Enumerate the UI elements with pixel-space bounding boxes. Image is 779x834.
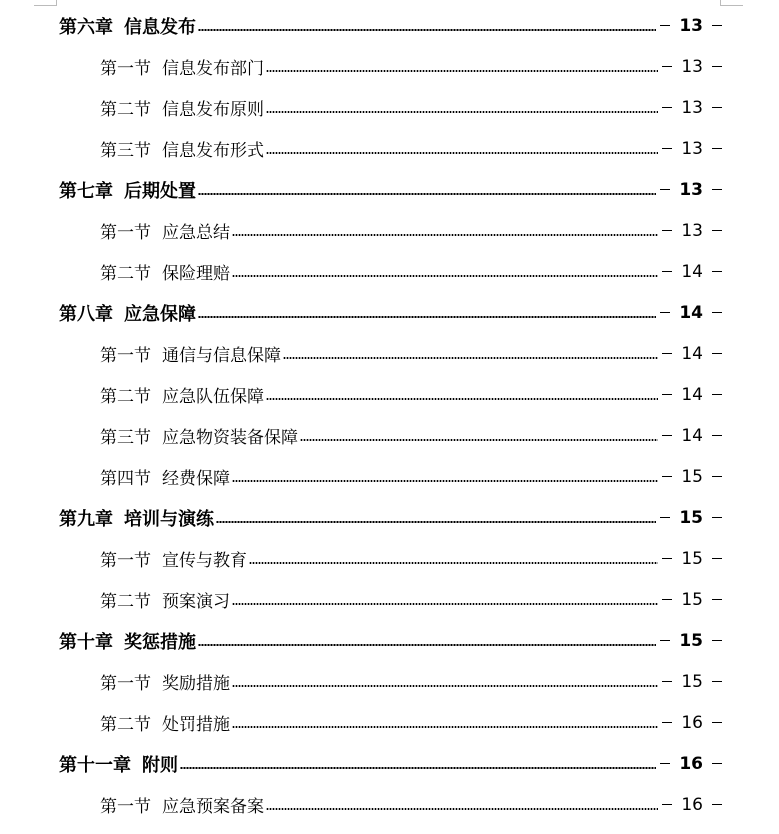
toc-page-number — [662, 713, 722, 733]
page-number-dash — [662, 558, 672, 559]
page-number-dash — [712, 558, 722, 559]
page-number-value: 13 — [681, 220, 703, 241]
page-number-value: 16 — [679, 753, 703, 774]
page-number-value: 16 — [681, 712, 703, 733]
page-number-dash — [712, 435, 722, 436]
page-number-dash — [662, 435, 672, 436]
toc-page-number — [662, 426, 722, 446]
page-number-dash — [660, 25, 670, 26]
toc-entry[interactable] — [0, 210, 779, 251]
dot-leader — [232, 603, 658, 605]
table-of-contents — [0, 5, 779, 825]
page-number-dash — [662, 148, 672, 149]
toc-entry[interactable] — [0, 128, 779, 169]
page-number-dash — [660, 312, 670, 313]
toc-entry-title: 奖惩措施 — [124, 631, 196, 653]
toc-entry-title: 信息发布部门 — [162, 59, 264, 79]
dot-leader — [266, 111, 658, 113]
toc-page-number — [660, 508, 722, 528]
toc-entry-number: 第七章 — [59, 180, 113, 202]
page-number-value: 15 — [681, 466, 703, 487]
page-number-dash — [712, 640, 722, 641]
page-number-value: 14 — [681, 384, 703, 405]
toc-entry[interactable] — [0, 415, 779, 456]
page-number-dash — [662, 394, 672, 395]
toc-page-number — [662, 57, 722, 77]
toc-entry-number: 第一节 — [100, 223, 151, 243]
toc-entry-number: 第二节 — [100, 100, 151, 120]
page-number-dash — [712, 107, 722, 108]
toc-page-number — [662, 672, 722, 692]
toc-page-number — [662, 385, 722, 405]
toc-entry-title: 后期处置 — [124, 180, 196, 202]
dot-leader — [232, 685, 658, 687]
toc-page-number — [662, 139, 722, 159]
toc-entry-number: 第九章 — [59, 508, 113, 530]
page-number-dash — [712, 353, 722, 354]
toc-entry[interactable] — [0, 538, 779, 579]
page-number-dash — [662, 271, 672, 272]
toc-entry[interactable] — [0, 784, 779, 825]
page-number-dash — [712, 517, 722, 518]
dot-leader — [283, 357, 658, 359]
toc-page-number — [662, 467, 722, 487]
dot-leader — [266, 398, 658, 400]
toc-entry-title: 保险理赔 — [162, 264, 230, 284]
page-number-dash — [662, 66, 672, 67]
dot-leader — [232, 726, 658, 728]
toc-entry-title: 信息发布原则 — [162, 100, 264, 120]
page-number-value: 15 — [679, 630, 703, 651]
toc-entry[interactable] — [0, 456, 779, 497]
page-number-dash — [662, 353, 672, 354]
dot-leader — [198, 193, 656, 195]
toc-entry-number: 第一节 — [100, 346, 151, 366]
toc-page-number — [660, 754, 722, 774]
dot-leader — [266, 70, 658, 72]
page-number-value: 13 — [679, 179, 703, 200]
toc-entry-number: 第一节 — [100, 674, 151, 694]
page-number-dash — [662, 804, 672, 805]
toc-entry[interactable] — [0, 743, 779, 784]
page-number-value: 15 — [681, 548, 703, 569]
toc-entry[interactable] — [0, 702, 779, 743]
dot-leader — [232, 480, 658, 482]
toc-entry[interactable] — [0, 251, 779, 292]
toc-page-number — [662, 590, 722, 610]
toc-entry-title: 应急物资装备保障 — [162, 428, 298, 448]
toc-entry[interactable] — [0, 620, 779, 661]
page-number-dash — [712, 189, 722, 190]
dot-leader — [232, 275, 658, 277]
page-number-dash — [660, 763, 670, 764]
page-number-dash — [712, 599, 722, 600]
toc-entry-number: 第二节 — [100, 387, 151, 407]
page-number-value: 13 — [681, 97, 703, 118]
dot-leader — [300, 439, 658, 441]
toc-page-number — [662, 262, 722, 282]
toc-entry-title: 应急预案备案 — [162, 797, 264, 817]
page-number-dash — [662, 107, 672, 108]
toc-page-number — [662, 549, 722, 569]
toc-entry-title: 宣传与教育 — [162, 551, 247, 571]
toc-entry-title: 信息发布 — [124, 16, 196, 38]
toc-entry[interactable] — [0, 292, 779, 333]
toc-entry[interactable] — [0, 579, 779, 620]
page-number-value: 15 — [681, 671, 703, 692]
toc-entry[interactable] — [0, 661, 779, 702]
page-number-dash — [660, 517, 670, 518]
toc-entry[interactable] — [0, 5, 779, 46]
toc-entry-number: 第八章 — [59, 303, 113, 325]
toc-entry[interactable] — [0, 374, 779, 415]
toc-entry-number: 第二节 — [100, 715, 151, 735]
page-number-dash — [660, 189, 670, 190]
toc-entry-title: 应急保障 — [124, 303, 196, 325]
dot-leader — [249, 562, 658, 564]
toc-entry[interactable] — [0, 333, 779, 374]
toc-entry-title: 附则 — [142, 754, 178, 776]
toc-entry[interactable] — [0, 497, 779, 538]
page-number-value: 16 — [681, 794, 703, 815]
toc-page-number — [660, 303, 722, 323]
toc-entry-title: 应急队伍保障 — [162, 387, 264, 407]
page-number-value: 13 — [679, 15, 703, 36]
toc-entry-number: 第一节 — [100, 59, 151, 79]
toc-entry-title: 信息发布形式 — [162, 141, 264, 161]
toc-entry-number: 第四节 — [100, 469, 151, 489]
toc-page-number — [662, 344, 722, 364]
page-number-value: 14 — [681, 343, 703, 364]
page-number-dash — [712, 476, 722, 477]
dot-leader — [198, 644, 656, 646]
dot-leader — [266, 152, 658, 154]
page-number-dash — [712, 763, 722, 764]
dot-leader — [180, 767, 656, 769]
toc-entry[interactable] — [0, 169, 779, 210]
toc-page-number — [662, 221, 722, 241]
page-number-dash — [712, 394, 722, 395]
page-number-value: 14 — [681, 425, 703, 446]
page-number-dash — [662, 722, 672, 723]
toc-entry-number: 第三节 — [100, 141, 151, 161]
page-number-dash — [712, 271, 722, 272]
dot-leader — [216, 521, 656, 523]
page-number-dash — [712, 312, 722, 313]
toc-entry-title: 预案演习 — [162, 592, 230, 612]
page-number-dash — [662, 230, 672, 231]
page-number-dash — [660, 640, 670, 641]
toc-entry-title: 奖励措施 — [162, 674, 230, 694]
page-number-dash — [712, 25, 722, 26]
toc-entry-number: 第二节 — [100, 264, 151, 284]
page-number-value: 14 — [681, 261, 703, 282]
page-number-value: 15 — [681, 589, 703, 610]
toc-entry-title: 培训与演练 — [124, 508, 214, 530]
dot-leader — [232, 234, 658, 236]
toc-page-number — [662, 98, 722, 118]
toc-entry-number: 第三节 — [100, 428, 151, 448]
page-number-dash — [712, 148, 722, 149]
page-number-value: 14 — [679, 302, 703, 323]
toc-entry[interactable] — [0, 87, 779, 128]
page-number-dash — [712, 681, 722, 682]
toc-entry-number: 第二节 — [100, 592, 151, 612]
toc-entry-title: 经费保障 — [162, 469, 230, 489]
toc-page-number — [662, 795, 722, 815]
page-number-dash — [712, 722, 722, 723]
toc-entry-title: 处罚措施 — [162, 715, 230, 735]
toc-page-number — [660, 16, 722, 36]
page-number-value: 13 — [681, 56, 703, 77]
page-number-dash — [712, 804, 722, 805]
page-number-dash — [662, 476, 672, 477]
toc-entry-number: 第一节 — [100, 551, 151, 571]
page-number-dash — [712, 66, 722, 67]
toc-page-number — [660, 631, 722, 651]
toc-entry[interactable] — [0, 46, 779, 87]
toc-entry-number: 第六章 — [59, 16, 113, 38]
dot-leader — [198, 29, 656, 31]
dot-leader — [198, 316, 656, 318]
toc-entry-title: 应急总结 — [162, 223, 230, 243]
page-number-dash — [662, 599, 672, 600]
page-number-value: 15 — [679, 507, 703, 528]
dot-leader — [266, 808, 658, 810]
toc-entry-number: 第十一章 — [59, 754, 131, 776]
page-number-value: 13 — [681, 138, 703, 159]
page-number-dash — [712, 230, 722, 231]
toc-entry-number: 第一节 — [100, 797, 151, 817]
toc-entry-number: 第十章 — [59, 631, 113, 653]
toc-page-number — [660, 180, 722, 200]
page-number-dash — [662, 681, 672, 682]
toc-entry-title: 通信与信息保障 — [162, 346, 281, 366]
